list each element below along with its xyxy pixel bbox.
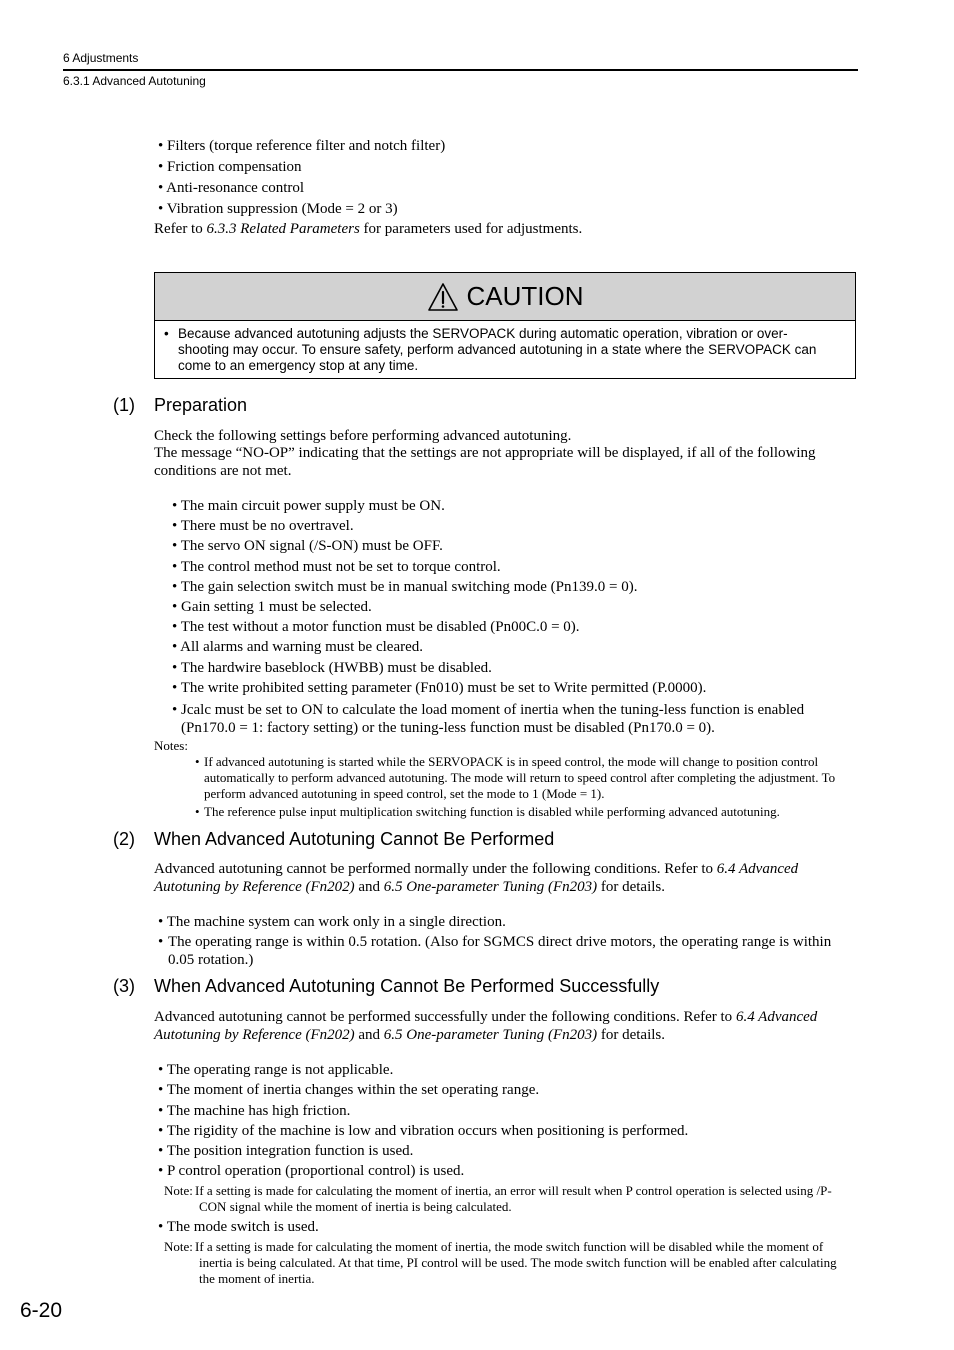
note-item [164,1183,854,1215]
bullet-mark: • [172,702,178,718]
list-item: • P control operation (proportional control) is used. [158,1163,465,1180]
refer-pre: Refer to [154,221,207,237]
notes-label: Notes: [154,738,188,753]
warning-triangle-icon [427,282,459,312]
list-item: • The write prohibited setting parameter (Fn010) must be set to Write permitted (P.0000). [172,679,707,696]
list-item [158,933,858,969]
section-number: (2) [113,829,135,849]
paragraph [154,860,859,896]
list-item: • The operating range is not applicable. [158,1062,394,1078]
note-text: If a setting is made for calculating the moment of inertia, the mode switch function will be disabled while the moment of inertia is being calculated. At that time, PI control will be used. The mode switch function will be enabled after calculating the moment of inertia. [195,1239,837,1286]
bullet-mark: • [158,934,164,950]
refer-post: for parameters used for adjustments. [359,221,583,237]
bullet-text: Jcalc must be set to ON to calculate the load moment of inertia when the tuning-less function is enabled (Pn170.0 = 1: factory setting) or the tuning-less function must be disabled (Pn170.0 = 0). [181,702,805,736]
list-item: • The rigidity of the machine is low and vibration occurs when positioning is performed. [158,1122,689,1139]
list-item: • Filters (torque reference filter and notch filter) [158,138,446,154]
refer-sentence [154,220,582,238]
header-divider [63,69,858,71]
section-title: When Advanced Autotuning Cannot Be Performed Successfully [154,976,660,996]
note-label: Note: [164,1239,193,1254]
list-item: • The mode switch is used. [158,1219,319,1235]
section-heading-not-successful [113,976,659,997]
intro-bullet-list [158,137,445,221]
running-header-section: 6.3.1 Advanced Autotuning [63,74,206,88]
section-number: (3) [113,976,135,996]
list-item: • The position integration function is used. [158,1143,414,1160]
list-item: • The machine has high friction. [158,1102,351,1119]
caution-bullet: • [164,326,169,341]
reference-link[interactable]: 6.5 One-parameter Tuning (Fn203) [383,1027,598,1043]
bullet-mark: • [158,914,164,930]
list-item: • The test without a motor function must be disabled (Pn00C.0 = 0). [172,619,580,636]
section-heading-cannot-perform [113,829,554,850]
paragraph-text: for details. [597,1027,666,1043]
list-item: • The gain selection switch must be in manual switching mode (Pn139.0 = 0). [172,578,638,595]
list-item: • The hardwire baseblock (HWBB) must be disabled. [172,659,492,676]
paragraph: The message “NO-OP” indicating that the settings are not appropriate will be displayed, if all of the following conditions are not met. [154,445,816,479]
paragraph-text: and [354,1027,384,1043]
list-item: • The control method must not be set to torque control. [172,558,501,575]
bullet-text: The operating range is within 0.5 rotation. (Also for SGMCS direct drive motors, the operating range is within 0.05 rotation.) [168,934,832,968]
section-title: Preparation [154,395,248,415]
list-item: • The moment of inertia changes within the set operating range. [158,1082,540,1099]
paragraph: Check the following settings before performing advanced autotuning. [154,428,572,444]
list-item [158,913,506,931]
paragraph-text: Advanced autotuning cannot be performed successfully under the following conditions. Refer to [154,1009,736,1025]
note-text: If advanced autotuning is started while the SERVOPACK is in speed control, the mode will change to position control automatically to perform advanced autotuning. The mode will return to speed control after completing the adjustment. To perform advanced autotuning in speed control, set the mode to 1 (Mode = 1). [204,754,836,801]
section-heading-preparation [113,395,247,416]
list-item: • The main circuit power supply must be ON. [172,498,445,514]
page-number: 6-20 [20,1299,63,1322]
note-item [195,754,860,802]
bullet-mark: • [195,754,200,769]
list-item: • There must be no overtravel. [172,518,354,535]
note-label: Note: [164,1183,193,1198]
reference-link[interactable]: 6.5 One-parameter Tuning (Fn203) [383,879,598,895]
section-title: When Advanced Autotuning Cannot Be Performed [154,829,555,849]
unsuccessful-bullet-list [158,1061,688,1183]
caution-text: Because advanced autotuning adjusts the SERVOPACK during automatic operation, vibration or over-shooting may occur. To ensure safety, perform advanced autotuning in a state where the SERVOPACK can come to an emergency stop at any time. [178,326,817,373]
note-text: The reference pulse input multiplication switching function is disabled while performing advanced autotuning. [204,804,780,819]
caution-box [154,272,856,379]
reference-link[interactable]: 6.4 Advanced Autotuning by Reference (Fn202) [154,1009,818,1043]
bullet-mark: • [195,804,200,819]
running-header-chapter: 6 Adjustments [63,51,139,65]
paragraph-text: Advanced autotuning cannot be performed normally under the following conditions. Refer to [154,861,717,877]
list-item: • The servo ON signal (/S-ON) must be OFF. [172,538,443,555]
paragraph [154,1008,819,1044]
list-item: • Anti-resonance control [158,180,305,196]
paragraph-text: and [354,879,384,895]
caution-header [155,273,855,321]
bullet-text: The machine system can work only in a single direction. [166,914,506,930]
section-number: (1) [113,395,135,415]
paragraph-text: for details. [597,879,666,895]
preparation-bullet-list [172,497,706,699]
caution-title: CAUTION [466,281,584,311]
note-item [164,1239,844,1287]
list-item: • Friction compensation [158,159,302,175]
list-item [172,701,862,737]
reference-link[interactable]: 6.4 Advanced Autotuning by Reference (Fn202) [154,861,799,895]
list-item: • Gain setting 1 must be selected. [172,598,372,615]
refer-link[interactable]: 6.3.3 Related Parameters [206,221,360,237]
caution-text-block [155,321,855,374]
list-item: • Vibration suppression (Mode = 2 or 3) [158,201,398,217]
list-item: • All alarms and warning must be cleared. [172,639,424,656]
note-text: If a setting is made for calculating the moment of inertia, an error will result when P control operation is selected using /P-CON signal while the moment of inertia is being calculated. [195,1183,832,1214]
note-item [195,804,860,820]
